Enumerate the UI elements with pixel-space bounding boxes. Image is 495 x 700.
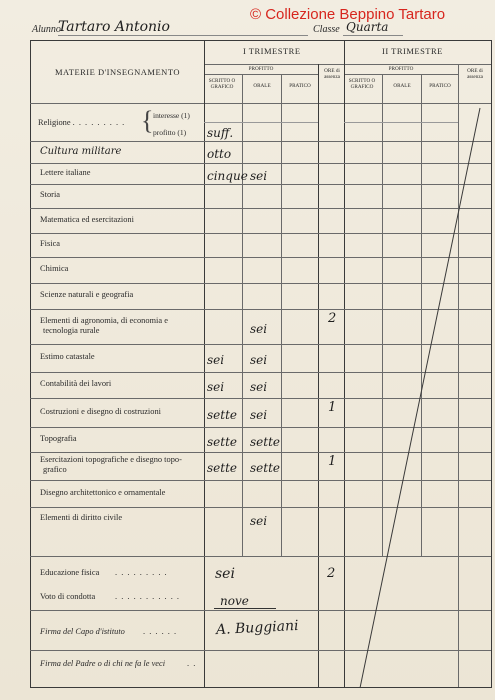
profitto-label-2: PROFITTO [388, 66, 414, 72]
subject-label: Costruzioni e disegno di costruzioni [40, 406, 161, 416]
firma-padre-label: Firma del Padre o di chi ne fa le veci [40, 659, 166, 668]
watermark: © Collezione Beppino Tartaro [250, 6, 446, 23]
subject-label: Matematica ed esercitazioni [40, 214, 134, 224]
condotta-dots: . . . . . . . . . . . [115, 592, 180, 601]
religion-grade: suff. [207, 126, 234, 140]
subject-label: Estimo catastale [40, 352, 95, 361]
grade-scritto: cinque [207, 168, 248, 183]
grade-orale: sei [250, 353, 268, 367]
grade-scritto: sei [207, 380, 225, 394]
subject-label: Fisica [40, 239, 61, 248]
subjects-title: MATERIE D'INSEGNAMENTO [55, 67, 180, 77]
subject-label: Chimica [40, 264, 69, 273]
religion-profitto: profitto (1) [153, 128, 187, 137]
student-label: Alunno [32, 24, 61, 35]
pratico-label-2: PRATICO [429, 83, 451, 89]
grade-orale: sette [250, 461, 281, 475]
grade-ore: 2 [328, 311, 337, 326]
condotta-grade: nove [220, 594, 249, 608]
educazione-fisica-label: Educazione fisica [40, 568, 100, 577]
profitto-label-1: PROFITTO [248, 66, 274, 72]
grade-scritto: sette [207, 434, 238, 449]
grade-orale: sette [250, 434, 281, 449]
grade-ore: 1 [328, 454, 337, 469]
class-value: Quarta [346, 20, 389, 34]
scritto-label-2: SCRITTO O GRAFICO [348, 78, 376, 90]
religion-brace: { [141, 106, 154, 135]
subject-label: Disegno architettonico e ornamentale [40, 487, 166, 497]
ore-label-1: ORE di assenza [324, 68, 340, 80]
religion-interesse: interesse (1) [153, 111, 190, 120]
firma-capo-dots: . . . . . . [143, 627, 178, 636]
subject-label: Storia [40, 190, 61, 199]
term2-title: II TRIMESTRE [382, 46, 443, 56]
orale-label-1: ORALE [253, 83, 271, 89]
pratico-label-1: PRATICO [289, 83, 311, 89]
grade-scritto: sei [207, 353, 225, 367]
ef-ore: 2 [327, 566, 336, 581]
grade-orale: sei [250, 513, 268, 528]
subject-label: Elementi di diritto civile [40, 512, 123, 522]
subject-label: Scienze naturali e geografia [40, 290, 134, 299]
subject-label: Cultura militare [40, 146, 122, 157]
ef-dots: . . . . . . . . . [115, 568, 168, 577]
subject-label: Esercitazioni topografiche e disegno topo- grafico [40, 455, 182, 474]
student-name: Tartaro Antonio [58, 19, 170, 35]
grade-orale: sei [250, 321, 268, 336]
subject-label: Topografia [40, 433, 77, 443]
term1-title: I TRIMESTRE [243, 46, 301, 56]
grade-orale: sei [250, 407, 268, 422]
grade-orale: sei [250, 168, 268, 183]
grade-scritto: otto [207, 147, 232, 161]
ore-label-2: ORE di assenza [467, 68, 483, 80]
religion-label: Religione . . . . . . . . . [38, 118, 126, 127]
condotta-label: Voto di condotta [40, 592, 96, 601]
orale-label-2: ORALE [393, 83, 411, 89]
grade-scritto: sette [207, 407, 238, 422]
scritto-label-1: SCRITTO O GRAFICO [208, 78, 236, 90]
subject-label: Elementi di agronomia, di economia e tecnologia rurale [40, 315, 168, 335]
capo-signature: A. Buggiani [215, 617, 299, 639]
grade-ore: 1 [328, 400, 337, 415]
firma-capo-label: Firma del Capo d'istituto [40, 627, 125, 636]
ef-grade: sei [215, 566, 235, 582]
firma-padre-dots: . . [187, 659, 197, 668]
grade-orale: sei [250, 380, 268, 394]
subject-label: Contabilità dei lavori [40, 379, 112, 388]
class-label: Classe [313, 24, 340, 35]
subject-label: Lettere italiane [40, 167, 91, 177]
grade-scritto: sette [207, 461, 238, 475]
